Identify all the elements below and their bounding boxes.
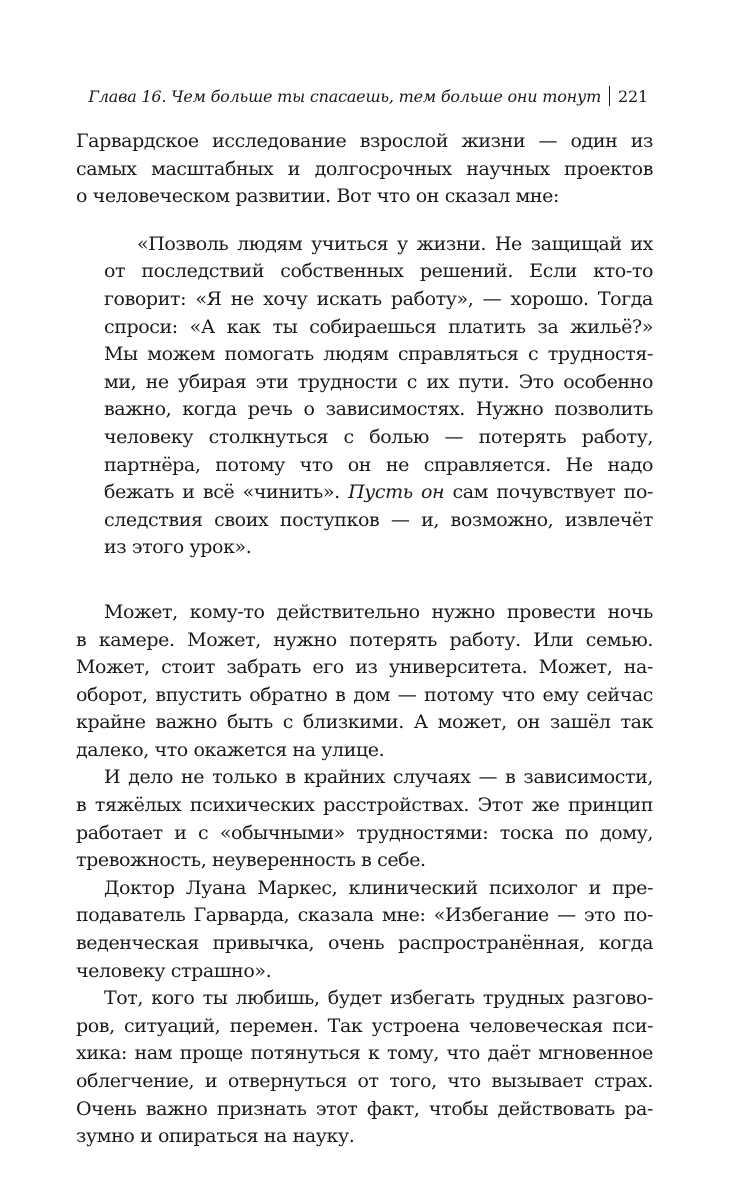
text-line: подаватель Гарварда, сказала мне: «Избегание — это по- <box>76 904 653 927</box>
text-line <box>104 479 653 507</box>
text-line: партнёра, потому что он не справляется. Не надо <box>104 453 653 476</box>
text-line: следствия своих поступков — и, возможно, извлечёт <box>104 508 653 531</box>
chapter-title: Глава 16. Чем больше ты спасаешь, тем больше они тонут <box>88 87 602 106</box>
page-number: 221 <box>618 87 648 106</box>
text-line: крайне важно быть с близкими. А может, он зашёл так <box>76 711 653 734</box>
text-line: Может, кому-то действительно нужно провести ночь <box>104 600 653 623</box>
quote-text-segment: бежать и всё «чинить». <box>104 481 349 504</box>
text-line: Мы можем помогать людям справляться с трудностя- <box>104 343 653 366</box>
text-line: о человеческом развитии. Вот что он сказал мне: <box>76 185 560 208</box>
intro-paragraph <box>76 128 653 211</box>
paragraph <box>76 599 653 765</box>
text-line: от последствий собственных решений. Если кто-то <box>104 260 653 283</box>
text-line: оборот, впустить обратно в дом — потому что ему сейчас <box>76 683 653 706</box>
text-line: хика: нам проще потянуться к тому, что даёт мгновенное <box>76 1042 653 1065</box>
text-line: ми, не убирая эти трудности с их пути. Это особенно <box>104 370 653 393</box>
text-line: в тяжёлых психических расстройствах. Этот же принцип <box>76 794 653 817</box>
quote-italic-segment: Пусть он <box>348 481 445 504</box>
text-line: человеку страшно». <box>76 959 272 982</box>
text-line: И дело не только в крайних случаях — в зависимости, <box>104 766 653 789</box>
text-line: человеку столкнуться с болью — потерять работу, <box>104 425 653 448</box>
text-line: Доктор Луана Маркес, клинический психолог и пре- <box>104 876 653 899</box>
page-body <box>76 128 653 1151</box>
text-line: спроси: «А как ты собираешься платить за жильё?» <box>104 315 653 338</box>
paragraph <box>76 875 653 985</box>
text-line: веденческая привычка, очень распространённая, когда <box>76 932 653 955</box>
text-line: Тот, кого ты любишь, будет избегать трудных разгово- <box>104 987 653 1010</box>
block-quote <box>104 231 653 562</box>
section-spacer <box>76 562 653 599</box>
text-line: из этого урок». <box>104 536 252 559</box>
running-header <box>75 86 648 108</box>
text-line: зумно и опираться на науку. <box>76 1125 355 1148</box>
header-separator <box>609 86 610 106</box>
text-line: облегчение, и отвернуться от того, что вызывает страх. <box>76 1070 653 1092</box>
text-line: «Позволь людям учиться у жизни. Не защищай их <box>137 232 653 255</box>
text-line: Может, стоит забрать его из университета. Может, на- <box>76 656 653 679</box>
quote-text-segment: сам почувствует по- <box>444 481 653 504</box>
text-line: Гарвардское исследование взрослой жизни — один из <box>76 130 653 152</box>
text-line: говорит: «Я не хочу искать работу», — хорошо. Тогда <box>104 287 653 310</box>
paragraph <box>76 985 653 1151</box>
text-line: тревожность, неуверенность в себе. <box>76 849 426 872</box>
text-line: в камере. Может, нужно потерять работу. Или семью. <box>76 628 653 651</box>
text-line: далеко, что окажется на улице. <box>76 738 385 761</box>
paragraph <box>76 764 653 874</box>
text-line: важно, когда речь о зависимостях. Нужно позволить <box>104 398 653 421</box>
text-line: Очень важно признать этот факт, чтобы действовать ра- <box>76 1097 653 1120</box>
text-line: работает и с «обычными» трудностями: тоска по дому, <box>76 821 653 844</box>
text-line: ров, ситуаций, перемен. Так устроена человеческая пси- <box>76 1014 653 1037</box>
text-line: самых масштабных и долгосрочных научных проектов <box>76 157 653 180</box>
